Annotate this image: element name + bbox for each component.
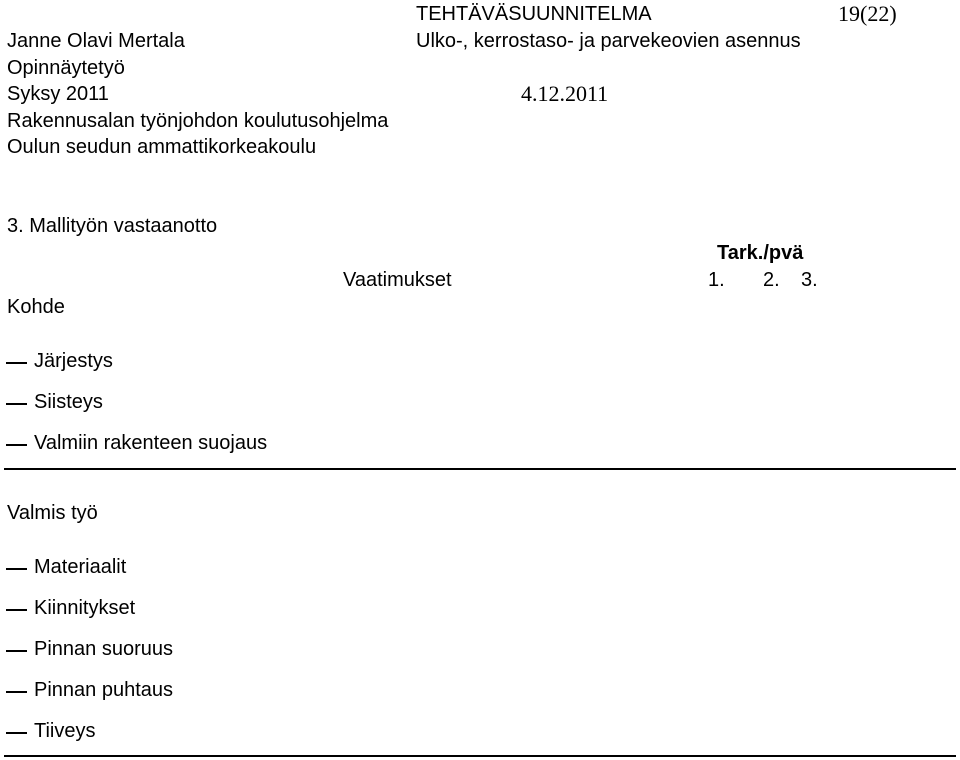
document-title: TEHTÄVÄSUUNNITELMA [416, 3, 652, 25]
requirements-header: Vaatimukset [343, 269, 452, 291]
inspection-column-2: 2. [763, 269, 780, 291]
section-title: 3. Mallityön vastaanotto [7, 215, 218, 237]
inspection-column-3: 3. [801, 269, 818, 291]
list-item: Pinnan puhtaus [34, 679, 174, 701]
list-bullet-dash [6, 732, 27, 734]
target-header: Kohde [7, 296, 65, 318]
list-bullet-dash [6, 609, 27, 611]
document-type: Opinnäytetyö [7, 57, 125, 79]
degree-programme: Rakennusalan työnjohdon koulutusohjelma [7, 110, 389, 132]
table-divider [4, 468, 956, 470]
inspection-date-header: Tark./pvä [717, 242, 804, 264]
list-bullet-dash [6, 568, 27, 570]
list-bullet-dash [6, 650, 27, 652]
list-item: Tiiveys [34, 720, 96, 742]
table-divider [4, 755, 956, 757]
group-heading: Valmis työ [7, 502, 98, 524]
list-bullet-dash [6, 691, 27, 693]
thesis-subject: Ulko-, kerrostaso- ja parvekeovien asennus [416, 30, 801, 52]
list-item: Valmiin rakenteen suojaus [34, 432, 268, 454]
list-bullet-dash [6, 362, 27, 364]
term: Syksy 2011 [7, 83, 109, 105]
list-item: Kiinnitykset [34, 597, 136, 619]
list-item: Materiaalit [34, 556, 127, 578]
school-name: Oulun seudun ammattikorkeakoulu [7, 136, 317, 158]
list-item: Järjestys [34, 350, 113, 372]
inspection-column-1: 1. [708, 269, 725, 291]
list-item: Siisteys [34, 391, 103, 413]
author-name: Janne Olavi Mertala [7, 30, 185, 52]
page-number: 19(22) [838, 1, 897, 26]
list-bullet-dash [6, 403, 27, 405]
list-bullet-dash [6, 444, 27, 446]
document-date: 4.12.2011 [521, 81, 609, 106]
list-item: Pinnan suoruus [34, 638, 173, 660]
